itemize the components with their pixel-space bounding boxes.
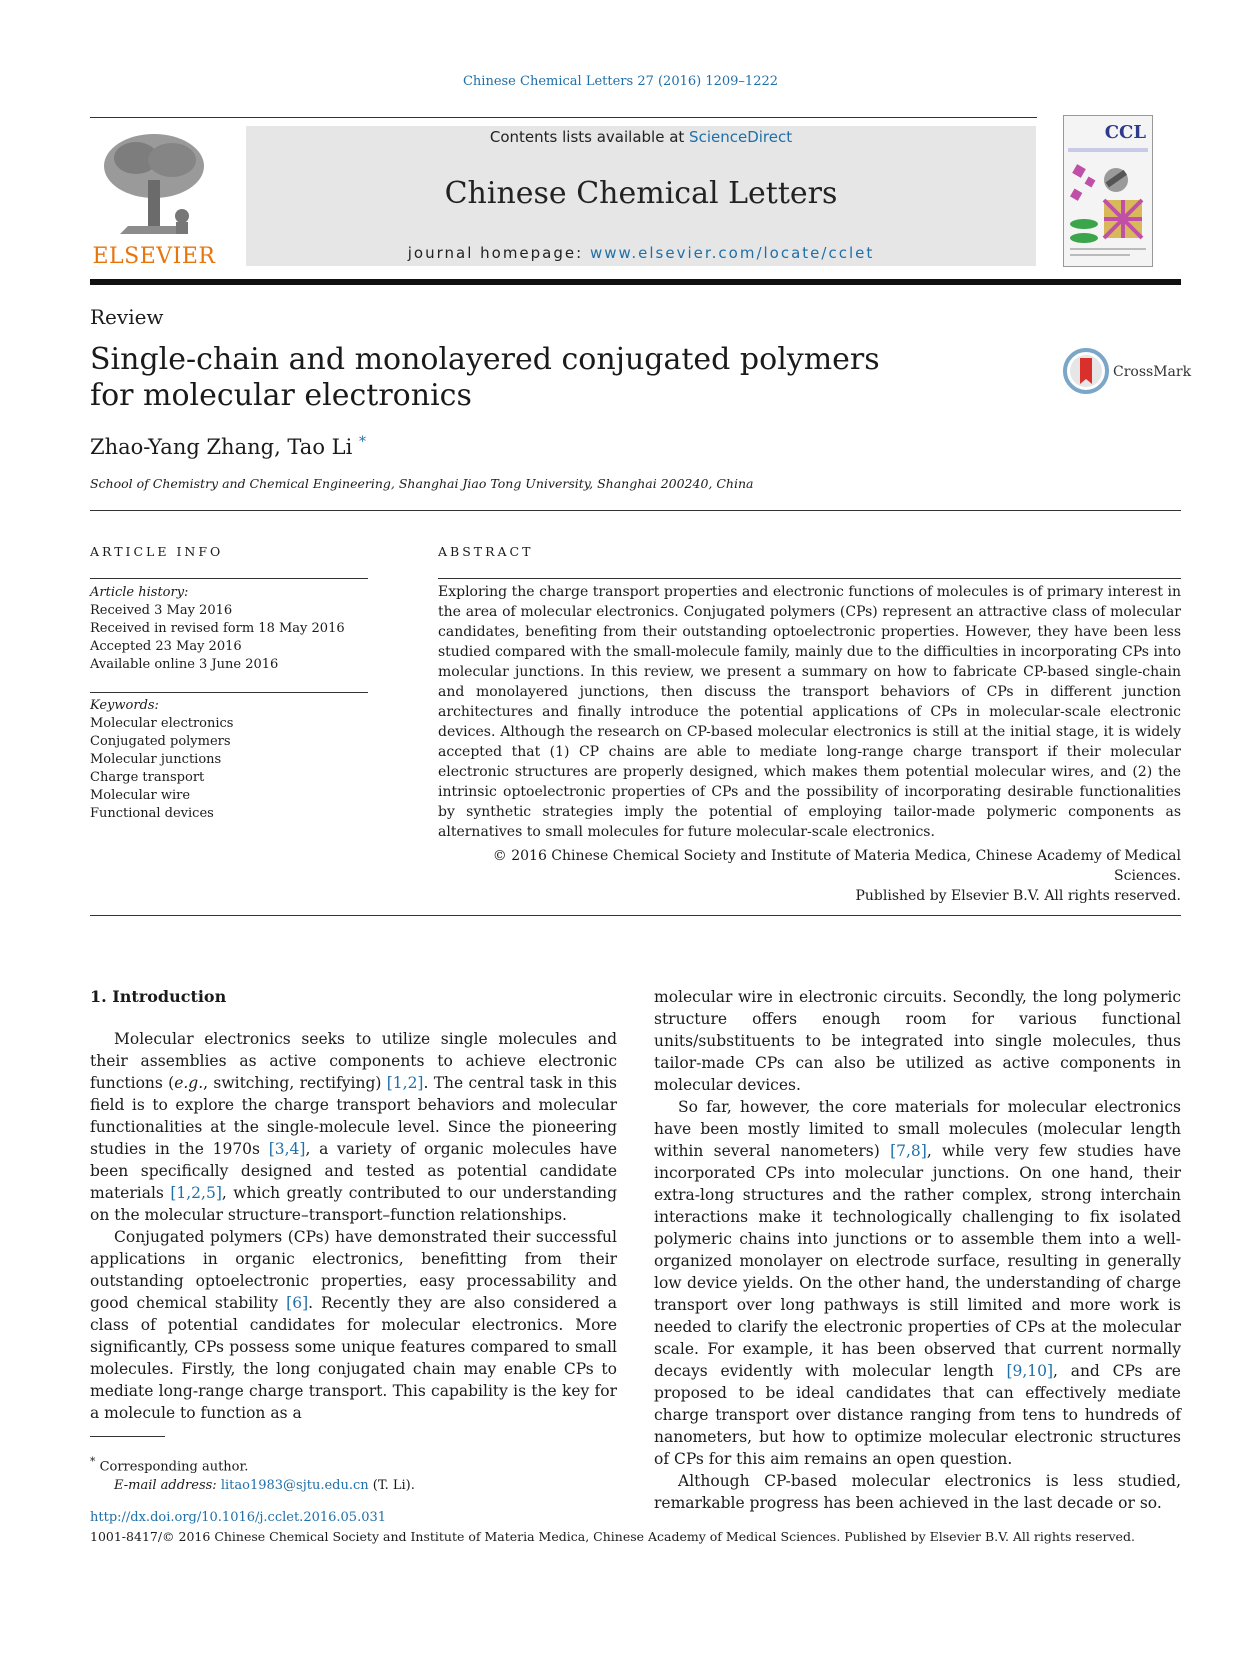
- contents-prefix: Contents lists available at: [489, 128, 690, 146]
- citation-link[interactable]: [6]: [286, 1294, 309, 1312]
- homepage-prefix: journal homepage:: [407, 244, 590, 262]
- author-names: Zhao-Yang Zhang, Tao Li: [90, 435, 353, 459]
- corresponding-author-mark[interactable]: *: [358, 434, 366, 450]
- footnote-mark: *: [90, 1455, 96, 1468]
- body-column-left: [90, 1028, 617, 1424]
- sciencedirect-link[interactable]: ScienceDirect: [689, 128, 793, 146]
- footnote: [90, 1452, 415, 1495]
- email-suffix: (T. Li).: [372, 1478, 415, 1494]
- contents-line: [246, 128, 1036, 146]
- journal-cover-thumbnail[interactable]: [1063, 115, 1153, 267]
- text-run: , while very few studies have incorporated CPs into molecular junctions. On one hand, their extra-long structures and the rather complex, strong interchain interactions make it technologically challenging to fix isolated polymeric chains into junctions or to assemble them into a well-organized monolayer on electrode surface, resulting in generally low device yields. On the other hand, the understanding of charge transport over long pathways is still limited and more work is needed to clarify the electronic properties of CPs at the molecular scale. For example, it has been observed that current normally decays evidently with molecular length: [654, 1142, 1181, 1380]
- keyword-item: Functional devices: [90, 806, 214, 821]
- abstract-bottom-rule: [90, 915, 1181, 916]
- history-item: Available online 3 June 2016: [90, 657, 279, 672]
- homepage-line: [246, 244, 1036, 262]
- history-label: Article history:: [90, 585, 189, 600]
- keyword-item: Molecular junctions: [90, 752, 222, 767]
- affiliation: School of Chemistry and Chemical Engineering, Shanghai Jiao Tong University, Shanghai 200240, China: [90, 476, 754, 491]
- keywords-rule: [90, 692, 368, 693]
- footnote-text: Corresponding author.: [99, 1459, 249, 1475]
- keyword-item: Molecular wire: [90, 788, 191, 803]
- copyright-line-1: © 2016 Chinese Chemical Society and Institute of Materia Medica, Chinese Academy of Medical Sciences.: [492, 848, 1181, 884]
- abstract-rule: [438, 578, 1181, 579]
- text-run: Conjugated polymers (CPs) have demonstrated their successful applications in organic electronics, benefitting from their outstanding optoelectronic properties, easy processability and good chemical stability: [90, 1228, 617, 1312]
- crossmark-label: CrossMark: [1113, 364, 1192, 380]
- header-rule: [90, 117, 1037, 118]
- email-label: E-mail address:: [114, 1478, 217, 1494]
- paragraph: [90, 1226, 617, 1424]
- citation-link[interactable]: [9,10]: [1006, 1362, 1054, 1380]
- keyword-item: Charge transport: [90, 770, 205, 785]
- article-type: Review: [90, 305, 164, 329]
- citation-link[interactable]: [1,2,5]: [170, 1184, 222, 1202]
- copyright-line-2: Published by Elsevier B.V. All rights reserved.: [855, 888, 1181, 904]
- journal-banner: [246, 126, 1036, 266]
- divider-rule: [90, 510, 1181, 511]
- paragraph: molecular wire in electronic circuits. Secondly, the long polymeric structure offers enough room for various functional units/substituents to be integrated into single molecules, thus tailor-made CPs can also be utilized as active components in molecular devices.: [654, 988, 1181, 1094]
- paragraph: [654, 1096, 1181, 1470]
- elsevier-tree-icon: [100, 130, 208, 242]
- history-item: Received 3 May 2016: [90, 603, 233, 618]
- history-item: Accepted 23 May 2016: [90, 639, 242, 654]
- paragraph: Although CP-based molecular electronics is less studied, remarkable progress has been achieved in the last decade or so.: [654, 1472, 1181, 1512]
- footnote-rule: [90, 1436, 165, 1437]
- text-run-italic: e.g.: [174, 1074, 204, 1092]
- homepage-link[interactable]: www.elsevier.com/locate/cclet: [589, 244, 875, 262]
- abstract-heading: ABSTRACT: [438, 544, 534, 559]
- journal-citation-link[interactable]: Chinese Chemical Letters 27 (2016) 1209–1222: [462, 74, 779, 89]
- issn-copyright-line: 1001-8417/© 2016 Chinese Chemical Society and Institute of Materia Medica, Chinese Academy of Medical Sciences. Published by Elsevier B.V. All rights reserved.: [90, 1529, 1135, 1544]
- elsevier-logo: [90, 126, 218, 271]
- text-run: , and CPs are proposed to be ideal candidates that can effectively mediate charge transport over distance ranging from tens to hundreds of nanometers, but how to optimize molecular electronic structures of CPs for this aim remains an open question.: [654, 1362, 1181, 1468]
- text-run: . Recently they are also considered a class of potential candidates for molecular electronics. More significantly, CPs possess some unique features compared to small molecules. Firstly, the long conjugated chain may enable CPs to mediate long-range charge transport. This capability is the key for a molecule to function as a: [90, 1294, 617, 1422]
- cover-ccl-label: CCL: [1104, 122, 1146, 143]
- email-link[interactable]: litao1983@sjtu.edu.cn: [220, 1478, 369, 1494]
- history-item: Received in revised form 18 May 2016: [90, 621, 345, 636]
- elsevier-wordmark: ELSEVIER: [92, 244, 216, 269]
- footnote-corresponding: [90, 1452, 415, 1476]
- paragraph: [90, 1028, 617, 1226]
- citation-link[interactable]: [1,2]: [386, 1074, 424, 1092]
- keywords-list: [90, 697, 233, 823]
- text-run: So far, however, the core materials for molecular electronics have been mostly limited to small molecules (molecular length within several nanometers): [654, 1098, 1181, 1160]
- crossmark-icon: [1063, 348, 1109, 394]
- text-run: , which greatly contributed to our understanding on the molecular structure–transport–function relationships.: [90, 1184, 617, 1224]
- footnote-email: [90, 1476, 415, 1495]
- keywords-label: Keywords:: [90, 698, 159, 713]
- keyword-item: Conjugated polymers: [90, 734, 231, 749]
- text-run: . The central task in this field is to explore the charge transport behaviors and molecular functionalities at the single-molecule level. Since the pioneering studies in the 1970s: [90, 1074, 618, 1158]
- article-history: [90, 584, 345, 674]
- article-title: Single-chain and monolayered conjugated polymers for molecular electronics: [90, 342, 880, 413]
- article-info-heading: ARTICLE INFO: [90, 544, 224, 559]
- citation-link[interactable]: [7,8]: [890, 1142, 927, 1160]
- article-info-rule: [90, 578, 368, 579]
- abstract-copyright: [438, 846, 1181, 906]
- authors: [90, 434, 366, 459]
- text-run: Molecular electronics seeks to utilize single molecules and their assemblies as active components to achieve electronic functions (: [90, 1030, 617, 1092]
- citation-link[interactable]: [3,4]: [268, 1140, 306, 1158]
- keyword-item: Molecular electronics: [90, 716, 234, 731]
- body-column-right: [654, 986, 1181, 1514]
- abstract-text: Exploring the charge transport properties and electronic functions of molecules is of primary interest in the area of molecular electronics. Conjugated polymers (CPs) represent an attractive class of molecular candidates, benefiting from their outstanding optoelectronic properties. However, they have been less studied compared with the small-molecule family, mainly due to the difficulties in incorporating CPs into molecular junctions. In this review, we present a summary on how to fabricate CP-based single-chain and monolayered junctions, then discuss the transport behaviors of CPs in different junction architectures and finally introduce the potential applications of CPs in molecular-scale electronic devices. Although the research on CP-based molecular electronics is still at the initial stage, it is widely accepted that (1) CP chains are able to mediate long-range charge transport if their molecular electronic structures are properly designed, which makes them potential molecular wires, and (2) the intrinsic optoelectronic properties of CPs and the possibility of incorporating desirable functionalities by synthetic strategies imply the potential of employing tailor-made polymeric components as alternatives to small molecules for future molecular-scale electronics.: [438, 584, 1181, 840]
- text-run: , switching, rectifying): [203, 1074, 387, 1092]
- journal-title: Chinese Chemical Letters: [444, 176, 838, 211]
- text-run: , a variety of organic molecules have been specifically designed and tested as potential candidate materials: [90, 1140, 617, 1202]
- section-heading-introduction: 1. Introduction: [90, 987, 227, 1006]
- header-thick-rule: [90, 279, 1181, 285]
- doi-link[interactable]: http://dx.doi.org/10.1016/j.cclet.2016.05.031: [90, 1510, 387, 1525]
- crossmark-badge[interactable]: [1063, 348, 1193, 394]
